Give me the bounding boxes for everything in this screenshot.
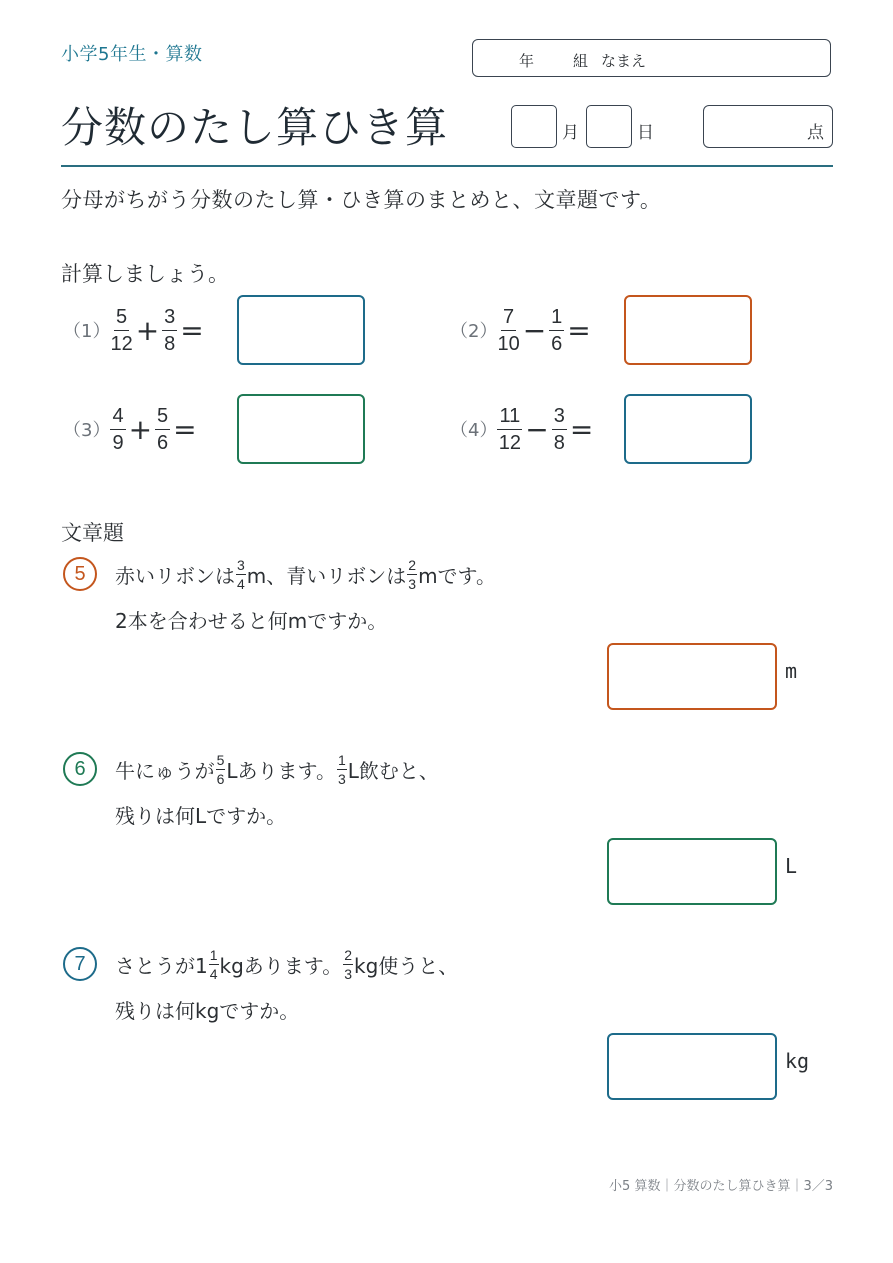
answer-box-4[interactable]: [624, 394, 752, 464]
day-field[interactable]: [586, 105, 632, 148]
fraction-b: [549, 307, 564, 354]
equals-sign: =: [569, 412, 594, 446]
numerator: 5: [114, 307, 129, 331]
denominator: 3: [337, 770, 346, 787]
answer-box-3[interactable]: [237, 394, 365, 464]
numerator: 1: [209, 946, 218, 963]
problem-number: （4）: [450, 420, 498, 441]
month-label: 月: [562, 123, 579, 143]
numerator: 11: [497, 406, 522, 430]
text: Lあります。: [226, 758, 336, 783]
fraction: [343, 948, 353, 981]
problem-number-circle: 5: [63, 557, 97, 591]
operator: +: [135, 313, 160, 347]
page-footer: 小5 算数｜分数のたし算ひき算｜3／3: [609, 1179, 833, 1194]
problem-line-1: [115, 553, 496, 595]
text: さとうが1: [115, 953, 208, 978]
fraction: [337, 753, 347, 786]
fraction-b: [155, 406, 170, 453]
problem-number-circle: 6: [63, 752, 97, 786]
calc-problem-1: [63, 295, 207, 365]
problem-line-1: [115, 943, 458, 985]
fraction-b: [162, 307, 177, 354]
denominator: 4: [209, 965, 218, 982]
text: L飲むと、: [347, 758, 439, 783]
calc-problem-3: [63, 394, 200, 464]
intro-text: 分母がちがう分数のたし算・ひき算のまとめと、文章題です。: [61, 188, 662, 212]
problem-number: （2）: [450, 321, 498, 342]
equals-sign: =: [180, 313, 204, 347]
fraction: [209, 948, 219, 981]
page-title: 分数のたし算ひき算: [61, 103, 449, 152]
month-field[interactable]: [511, 105, 557, 148]
word-heading: 文章題: [61, 521, 124, 545]
numerator: 3: [237, 556, 245, 573]
operator: −: [525, 412, 549, 446]
calc-heading: 計算しましょう。: [61, 262, 229, 286]
problem-line-2: 2本を合わせると何mですか。: [115, 609, 388, 633]
class-label: 組: [573, 52, 589, 70]
denominator: 6: [157, 431, 169, 454]
equals-sign: =: [173, 412, 197, 446]
problem-number: （3）: [63, 420, 111, 441]
problem-number-circle: 7: [63, 947, 97, 981]
fraction: [236, 558, 246, 591]
score-field[interactable]: [703, 105, 833, 148]
denominator: 9: [112, 431, 124, 454]
fraction-a: [110, 307, 132, 354]
numerator: 3: [162, 307, 177, 331]
fraction: [216, 753, 226, 786]
text: 牛にゅうが: [115, 758, 215, 783]
denominator: 6: [216, 770, 225, 787]
denominator: 4: [237, 575, 245, 592]
denominator: 12: [110, 332, 133, 355]
numerator: 2: [408, 556, 417, 573]
text: kg使うと、: [354, 953, 459, 978]
year-label: 年: [519, 52, 535, 70]
operator: +: [128, 412, 153, 446]
fraction: [407, 558, 417, 591]
unit-label: m: [785, 659, 798, 683]
equals-sign: =: [567, 313, 591, 347]
problem-number: （1）: [63, 321, 111, 342]
score-label: 点: [807, 123, 824, 143]
fraction-a: [110, 406, 125, 453]
name-field[interactable]: [472, 39, 831, 77]
unit-label: L: [785, 854, 798, 878]
text: m、青いリボンは: [246, 563, 407, 588]
word-answer-box-6[interactable]: [607, 838, 777, 905]
text: kgあります。: [219, 953, 343, 978]
operator: −: [522, 313, 547, 347]
text: 赤いリボンは: [115, 563, 235, 588]
numerator: 2: [344, 946, 353, 963]
problem-line-2: 残りは何Lですか。: [115, 804, 287, 828]
denominator: 8: [553, 431, 565, 454]
unit-label: kg: [785, 1049, 810, 1073]
denominator: 3: [344, 965, 353, 982]
text: mです。: [418, 563, 496, 588]
word-answer-box-7[interactable]: [607, 1033, 777, 1100]
calc-problem-4: [450, 394, 596, 464]
day-label: 日: [637, 123, 654, 143]
word-answer-box-5[interactable]: [607, 643, 777, 710]
denominator: 3: [408, 575, 417, 592]
numerator: 5: [216, 751, 225, 768]
denominator: 10: [497, 332, 520, 355]
numerator: 4: [110, 406, 125, 430]
answer-box-1[interactable]: [237, 295, 365, 365]
grade-label: 小学5年生・算数: [61, 44, 203, 65]
answer-box-2[interactable]: [624, 295, 752, 365]
denominator: 6: [551, 332, 563, 355]
numerator: 5: [155, 406, 170, 430]
numerator: 3: [552, 406, 567, 430]
fraction-a: [497, 307, 519, 354]
header-divider: [61, 165, 833, 167]
denominator: 8: [164, 332, 176, 355]
fraction-b: [552, 406, 567, 453]
name-label: なまえ: [601, 52, 647, 70]
problem-line-1: [115, 748, 439, 790]
calc-problem-2: [450, 295, 594, 365]
fraction-a: [497, 406, 522, 453]
numerator: 7: [501, 307, 516, 331]
problem-line-2: 残りは何kgですか。: [115, 999, 300, 1023]
denominator: 12: [498, 431, 521, 454]
numerator: 1: [337, 751, 346, 768]
numerator: 1: [549, 307, 564, 331]
